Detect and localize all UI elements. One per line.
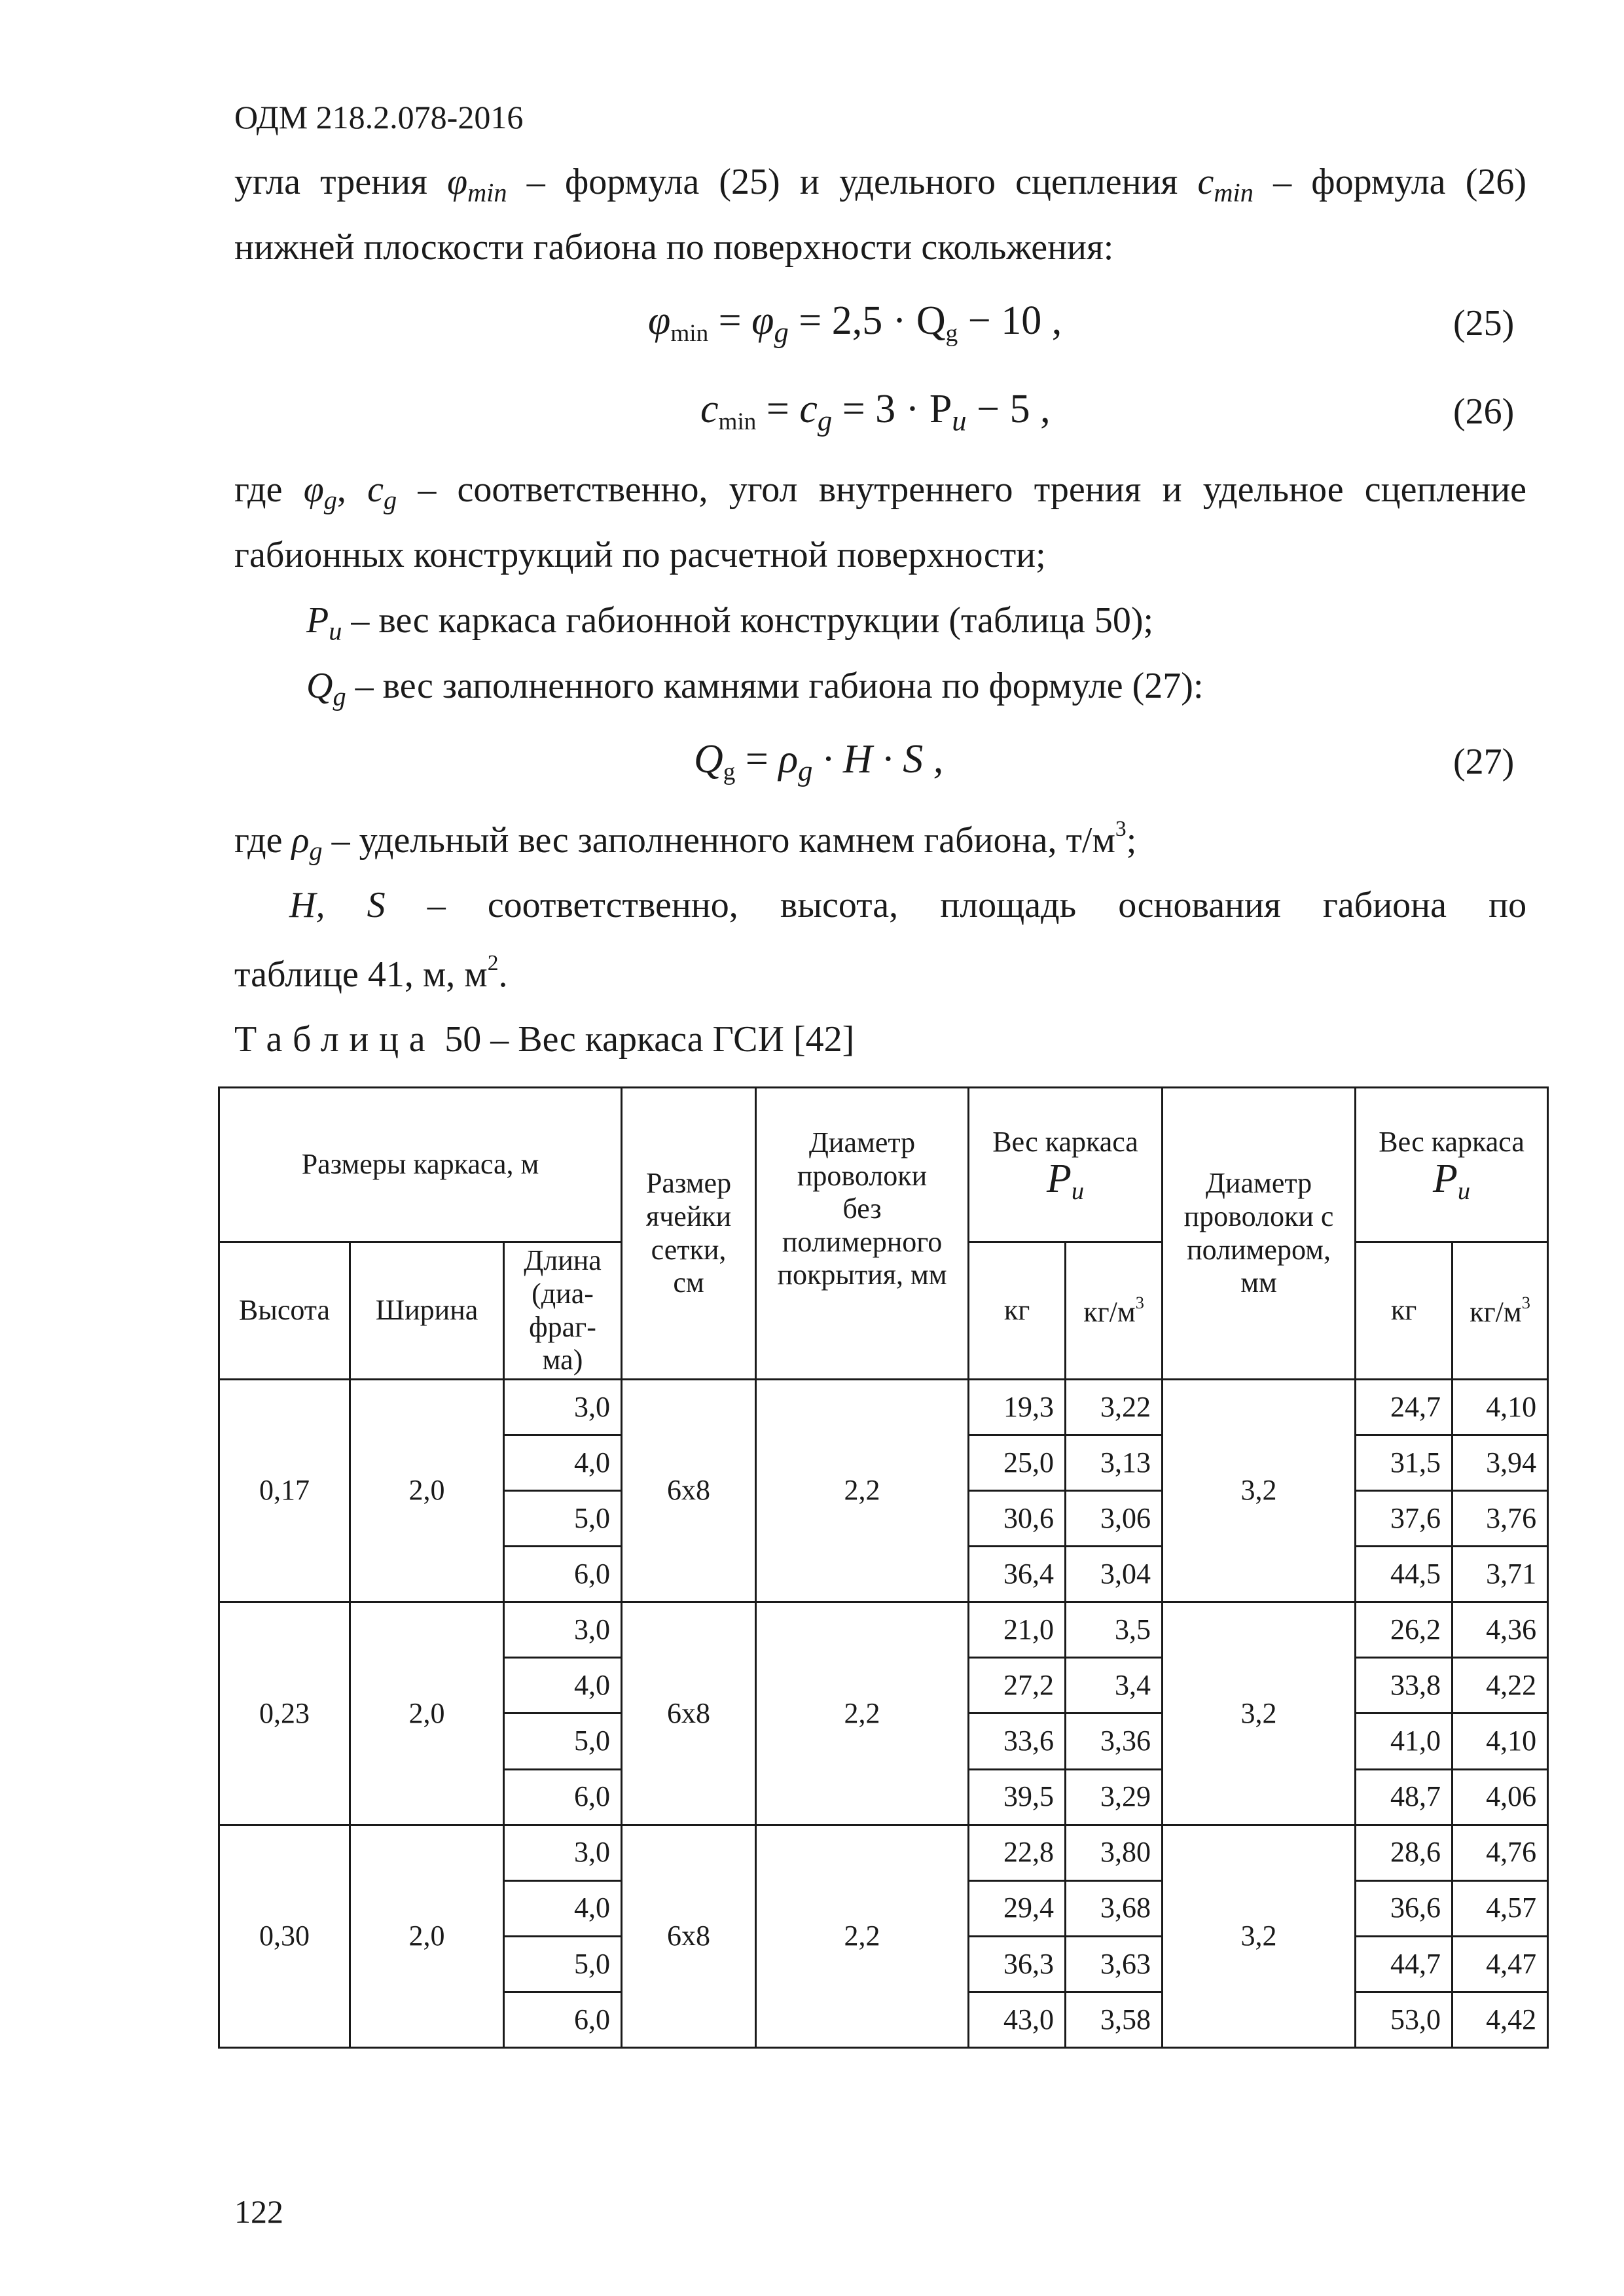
formula-26-number: (26) bbox=[1453, 391, 1515, 432]
header-length: Длина (диа- фраг- ма) bbox=[504, 1242, 622, 1380]
cell-weight-kg-per-m3: 4,10 bbox=[1453, 1713, 1548, 1769]
cell-weight-kg: 36,4 bbox=[969, 1547, 1066, 1602]
cell-weight-kg: 24,7 bbox=[1356, 1380, 1453, 1435]
cell-wire-diameter: 2,2 bbox=[756, 1602, 969, 1825]
header-wire-diameter-plain: Диаметр проволоки без полимерного покрытия, мм bbox=[756, 1088, 969, 1380]
cell-wire-diameter-polymer: 3,2 bbox=[1163, 1825, 1356, 2047]
cell-length: 6,0 bbox=[504, 1769, 622, 1825]
cell-weight-kg-per-m3: 3,22 bbox=[1066, 1380, 1163, 1435]
cell-width: 2,0 bbox=[350, 1602, 504, 1825]
header-width: Ширина bbox=[350, 1242, 504, 1380]
paragraph-line-2: нижней плоскости габиона по поверхности скольжения: bbox=[234, 227, 1114, 268]
cell-weight-kg: 28,6 bbox=[1356, 1825, 1453, 1880]
cell-length: 3,0 bbox=[504, 1602, 622, 1658]
cell-weight-kg-per-m3: 3,04 bbox=[1066, 1547, 1163, 1602]
cell-length: 4,0 bbox=[504, 1658, 622, 1713]
cell-weight-kg: 21,0 bbox=[969, 1602, 1066, 1658]
cell-length: 4,0 bbox=[504, 1880, 622, 1936]
cell-weight-kg-per-m3: 3,80 bbox=[1066, 1825, 1163, 1880]
header-kg: кг bbox=[1356, 1242, 1453, 1380]
cell-weight-kg-per-m3: 4,22 bbox=[1453, 1658, 1548, 1713]
cell-weight-kg: 36,6 bbox=[1356, 1880, 1453, 1936]
cell-weight-kg-per-m3: 4,47 bbox=[1453, 1936, 1548, 1992]
cell-height: 0,30 bbox=[219, 1825, 350, 2047]
cell-length: 6,0 bbox=[504, 1992, 622, 2047]
cell-weight-kg-per-m3: 3,5 bbox=[1066, 1602, 1163, 1658]
cell-weight-kg-per-m3: 4,06 bbox=[1453, 1769, 1548, 1825]
table-body bbox=[219, 1380, 1548, 2048]
cell-mesh-size: 6x8 bbox=[622, 1602, 756, 1825]
page-number: 122 bbox=[234, 2193, 283, 2230]
cell-weight-kg: 37,6 bbox=[1356, 1491, 1453, 1547]
cell-weight-kg: 33,8 bbox=[1356, 1658, 1453, 1713]
table-caption: Таблица 50 – Вес каркаса ГСИ [42] bbox=[234, 1019, 855, 1060]
header-cell-size: Размер ячейки сетки, см bbox=[622, 1088, 756, 1380]
cell-mesh-size: 6x8 bbox=[622, 1825, 756, 2047]
cell-weight-kg-per-m3: 4,57 bbox=[1453, 1880, 1548, 1936]
cell-width: 2,0 bbox=[350, 1380, 504, 1602]
cell-mesh-size: 6x8 bbox=[622, 1380, 756, 1602]
formula-27-number: (27) bbox=[1453, 742, 1515, 782]
cell-weight-kg-per-m3: 3,06 bbox=[1066, 1491, 1163, 1547]
header-weight-plain: Вес каркаса $P_и$ bbox=[969, 1088, 1163, 1242]
cell-length: 5,0 bbox=[504, 1491, 622, 1547]
rho-definition: где $\rho_g$ – удельный вес заполненного камнем габиона, $т/м^3$; bbox=[234, 817, 1137, 866]
cell-weight-kg: 27,2 bbox=[969, 1658, 1066, 1713]
cell-height: 0,17 bbox=[219, 1380, 350, 1602]
cell-weight-kg: 44,7 bbox=[1356, 1936, 1453, 1992]
cell-weight-kg-per-m3: 3,63 bbox=[1066, 1936, 1163, 1992]
cell-weight-kg: 53,0 bbox=[1356, 1992, 1453, 2047]
cell-weight-kg-per-m3: 4,42 bbox=[1453, 1992, 1548, 2047]
where-line-1: где $\varphi_g$, $c_g$ – соответственно, угол внутреннего трения и удельное сцепление bbox=[234, 469, 1527, 515]
cell-weight-kg: 44,5 bbox=[1356, 1547, 1453, 1602]
cell-weight-kg-per-m3: 3,71 bbox=[1453, 1547, 1548, 1602]
qg-definition: $Q_g$ – вес заполненного камнями габиона по формуле (27): bbox=[306, 666, 1204, 711]
table-row bbox=[219, 1602, 1548, 1658]
cell-wire-diameter: 2,2 bbox=[756, 1825, 969, 2047]
pu-definition: $P_и$ – вес каркаса габионной конструкции (таблица 50); bbox=[306, 600, 1154, 646]
table-row bbox=[219, 1825, 1548, 1880]
cell-wire-diameter: 2,2 bbox=[756, 1380, 969, 1602]
cell-length: 5,0 bbox=[504, 1936, 622, 1992]
cell-length: 5,0 bbox=[504, 1713, 622, 1769]
cell-length: 4,0 bbox=[504, 1435, 622, 1491]
cell-weight-kg-per-m3: 3,36 bbox=[1066, 1713, 1163, 1769]
cell-weight-kg-per-m3: 3,29 bbox=[1066, 1769, 1163, 1825]
cell-weight-kg: 41,0 bbox=[1356, 1713, 1453, 1769]
formula-27: $Qg = \rho_g \cdot H \cdot S$ , bbox=[694, 737, 944, 787]
c-min-symbol: $c_{min}$ bbox=[1197, 162, 1254, 207]
cell-weight-kg: 22,8 bbox=[969, 1825, 1066, 1880]
header-wire-diameter-polymer: Диаметр проволоки с полимером, мм bbox=[1163, 1088, 1356, 1380]
cell-weight-kg-per-m3: 4,36 bbox=[1453, 1602, 1548, 1658]
cell-weight-kg: 25,0 bbox=[969, 1435, 1066, 1491]
hs-definition-line-2: таблице 41, м, $м^2$. bbox=[234, 951, 508, 996]
text-segment: – формула (25) и удельного сцепления bbox=[526, 162, 1178, 202]
table-row bbox=[219, 1380, 1548, 1435]
cell-weight-kg-per-m3: 4,76 bbox=[1453, 1825, 1548, 1880]
cell-weight-kg: 30,6 bbox=[969, 1491, 1066, 1547]
cell-weight-kg: 39,5 bbox=[969, 1769, 1066, 1825]
cell-weight-kg-per-m3: 3,68 bbox=[1066, 1880, 1163, 1936]
cell-weight-kg: 31,5 bbox=[1356, 1435, 1453, 1491]
cell-weight-kg-per-m3: 3,76 bbox=[1453, 1491, 1548, 1547]
cell-weight-kg-per-m3: 3,13 bbox=[1066, 1435, 1163, 1491]
formula-26: $cmin = c_g = 3 \cdot P_и - 5$ , bbox=[700, 387, 1051, 437]
formula-25-number: (25) bbox=[1453, 303, 1515, 344]
text-segment: – формула (26) bbox=[1273, 162, 1527, 202]
cell-weight-kg-per-m3: 4,10 bbox=[1453, 1380, 1548, 1435]
table-50 bbox=[218, 1086, 1549, 2049]
cell-weight-kg-per-m3: 3,4 bbox=[1066, 1658, 1163, 1713]
cell-weight-kg: 33,6 bbox=[969, 1713, 1066, 1769]
cell-length: 3,0 bbox=[504, 1825, 622, 1880]
text-segment: угла трения bbox=[234, 162, 427, 202]
hs-definition-line-1: H, S – соответственно, высота, площадь основания габиона по bbox=[289, 885, 1527, 925]
where-line-2: габионных конструкций по расчетной поверхности; bbox=[234, 535, 1046, 575]
cell-width: 2,0 bbox=[350, 1825, 504, 2047]
header-dimensions: Размеры каркаса, м bbox=[219, 1088, 622, 1242]
header-weight-polymer: Вес каркаса $P_и$ bbox=[1356, 1088, 1548, 1242]
cell-length: 3,0 bbox=[504, 1380, 622, 1435]
header-kg-per-m3: $кг/м^3$ bbox=[1066, 1242, 1163, 1380]
document-code: ОДМ 218.2.078-2016 bbox=[234, 99, 524, 135]
cell-weight-kg: 48,7 bbox=[1356, 1769, 1453, 1825]
cell-weight-kg: 36,3 bbox=[969, 1936, 1066, 1992]
cell-weight-kg-per-m3: 3,58 bbox=[1066, 1992, 1163, 2047]
cell-length: 6,0 bbox=[504, 1547, 622, 1602]
cell-wire-diameter-polymer: 3,2 bbox=[1163, 1380, 1356, 1602]
header-kg-per-m3: $кг/м^3$ bbox=[1453, 1242, 1548, 1380]
cell-weight-kg-per-m3: 3,94 bbox=[1453, 1435, 1548, 1491]
formula-25: $\varphi\min = \varphi_g = 2,5 \cdot Qg - 10$ , bbox=[648, 298, 1062, 349]
cell-weight-kg: 29,4 bbox=[969, 1880, 1066, 1936]
header-kg: кг bbox=[969, 1242, 1066, 1380]
phi-min-symbol: $\varphi_{min}$ bbox=[447, 162, 507, 207]
cell-wire-diameter-polymer: 3,2 bbox=[1163, 1602, 1356, 1825]
cell-height: 0,23 bbox=[219, 1602, 350, 1825]
cell-weight-kg: 26,2 bbox=[1356, 1602, 1453, 1658]
paragraph-line-1 bbox=[234, 164, 1526, 206]
cell-weight-kg: 19,3 bbox=[969, 1380, 1066, 1435]
cell-weight-kg: 43,0 bbox=[969, 1992, 1066, 2047]
header-height: Высота bbox=[219, 1242, 350, 1380]
